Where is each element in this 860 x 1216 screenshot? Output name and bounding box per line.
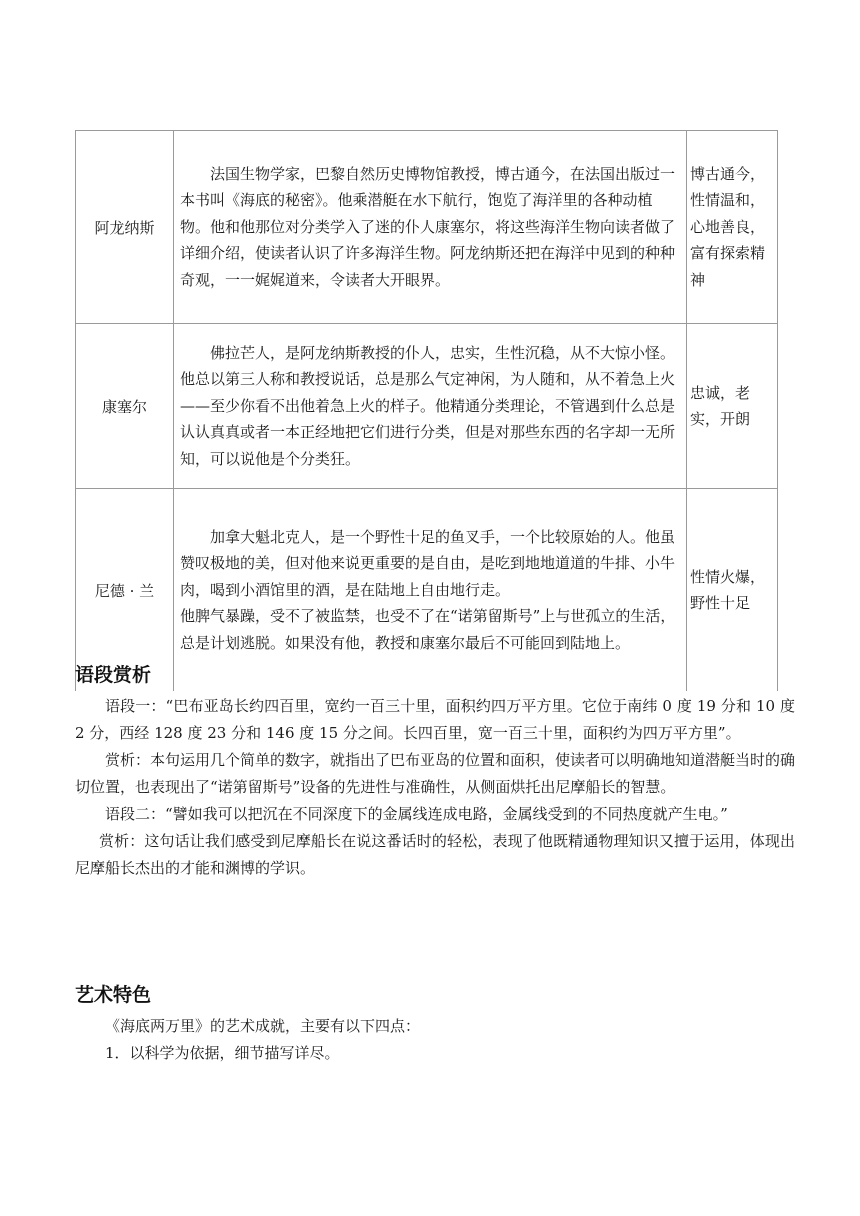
- character-description: [174, 324, 687, 489]
- description-paragraph: 加拿大魁北克人，是一个野性十足的鱼叉手，一个比较原始的人。他虽赞叹极地的美，但对他来说更重要的是自由，是吃到地地道道的牛排、小牛肉，喝到小酒馆里的酒，是在陆地上自由地行走。: [180, 527, 676, 599]
- art-section: [75, 980, 795, 1067]
- section-heading: 语段赏析: [75, 664, 152, 686]
- analysis-paragraph: 赏析：这句话让我们感受到尼摩船长在说这番话时的轻松，表现了他既精通物理知识又擅于运用，体现出尼摩船长杰出的才能和渊博的学识。: [75, 832, 795, 877]
- analysis-paragraph: 赏析：本句运用几个简单的数字，就指出了巴布亚岛的位置和面积，使读者可以明确地知道潜艇当时的确切位置，也表现出了“诺第留斯号”设备的先进性与准确性，从侧面烘托出尼摩船长的智慧。: [75, 751, 796, 796]
- character-name: 阿龙纳斯: [76, 131, 174, 324]
- analysis-section: [75, 660, 795, 882]
- character-traits: 性情火爆，野性十足: [687, 489, 778, 692]
- section-heading: 艺术特色: [75, 984, 152, 1006]
- art-list-item: 1．以科学为依据，细节描写详尽。: [105, 1044, 340, 1062]
- table-row: [76, 131, 778, 324]
- description-paragraph: 佛拉芒人，是阿龙纳斯教授的仆人，忠实，生性沉稳，从不大惊小怪。他总以第三人称和教授说话，总是那么气定神闲，为人随和，从不着急上火——至少你看不出他着急上火的样子。他精通分类理论，不管遇到什么总是认认真真或者一本正经地把它们进行分类，但是对那些东西的名字却一无所知，可以说他是个分类狂。: [180, 343, 676, 468]
- character-table: [75, 130, 778, 691]
- character-traits: 博古通今，性情温和，心地善良，富有探索精神: [687, 131, 778, 324]
- description-paragraph: 法国生物学家，巴黎自然历史博物馆教授，博古通今，在法国出版过一本书叫《海底的秘密》。他乘潜艇在水下航行，饱览了海洋里的各种动植物。他和他那位对分类学入了迷的仆人康塞尔，将这些海洋生物向读者做了详细介绍，使读者认识了许多海洋生物。阿龙纳斯还把在海洋中见到的种种奇观，一一娓娓道来，令读者大开眼界。: [180, 164, 676, 289]
- character-traits: 忠诚，老实，开朗: [687, 324, 778, 489]
- analysis-paragraph: 语段一：“巴布亚岛长约四百里，宽约一百三十里，面积约四万平方里。它位于南纬 0 度 19 分和 10 度 2 分，西经 128 度 23 分和 146 度 15 分之间。长四百里，宽一百三十里，面积约为四万平方里”。: [75, 697, 795, 742]
- character-name: 尼德 · 兰: [76, 489, 174, 692]
- character-name: 康塞尔: [76, 324, 174, 489]
- table-row: [76, 324, 778, 489]
- character-description: [174, 131, 687, 324]
- description-paragraph: 他脾气暴躁，受不了被监禁，也受不了在“诺第留斯号”上与世孤立的生活，总是计划逃脱。如果没有他，教授和康塞尔最后不可能回到陆地上。: [180, 607, 676, 652]
- analysis-paragraph: 语段二：“譬如我可以把沉在不同深度下的金属线连成电路，金属线受到的不同热度就产生电。”: [105, 805, 728, 823]
- art-intro: 《海底两万里》的艺术成就，主要有以下四点：: [105, 1017, 421, 1035]
